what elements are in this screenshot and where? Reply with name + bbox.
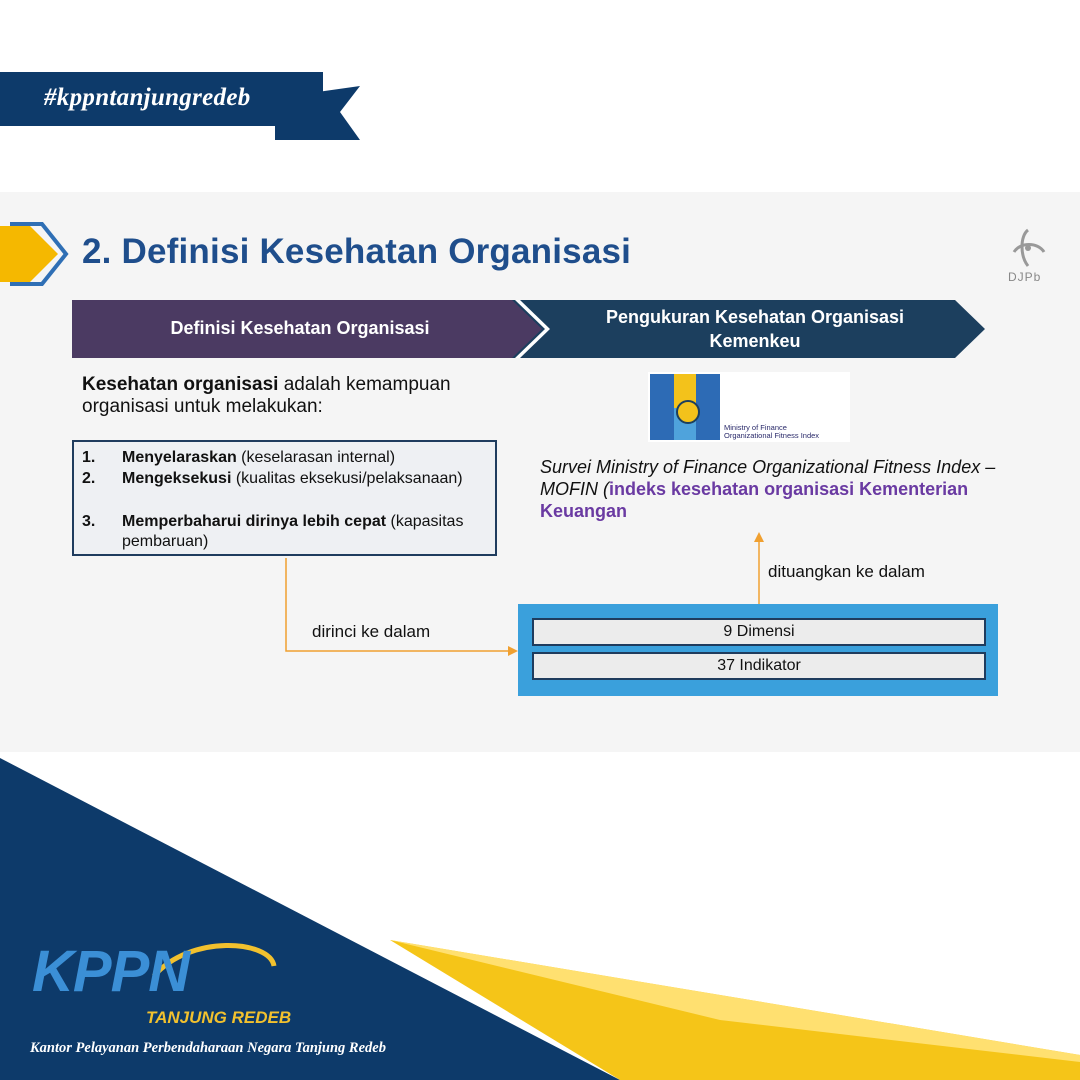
- list-bold: Mengeksekusi: [122, 470, 232, 487]
- survey-highlight: indeks kesehatan organisasi Kementerian Keuangan: [540, 479, 969, 521]
- intro-rest: adalah kemampuan organisasi untuk melakukan:: [82, 374, 451, 417]
- list-rest: (kualitas eksekusi/pelaksanaan): [231, 470, 463, 487]
- footer-shapes: [0, 740, 1080, 1080]
- metric-indicators: 37 Indikator: [532, 652, 986, 680]
- hashtag-label: #kppntanjungredeb: [44, 84, 251, 111]
- measurement-header: Pengukuran Kesehatan Organisasi Kemenkeu: [605, 307, 905, 351]
- office-name: Kantor Pelayanan Perbendaharaan Negara Tanjung Redeb: [30, 1040, 386, 1056]
- survey-italic: Survei: [540, 457, 592, 477]
- definition-header: Definisi Kesehatan Organisasi: [170, 318, 430, 338]
- djpb-label: DJPb: [1008, 270, 1042, 284]
- metrics-box: [518, 604, 998, 696]
- mofin-caption-line: Ministry of Finance: [724, 423, 787, 432]
- list-bold: Memperbaharui dirinya lebih cepat: [122, 513, 387, 530]
- kppn-logo-subtitle: TANJUNG REDEB: [146, 1008, 292, 1027]
- list-rest: (keselarasan internal): [236, 449, 396, 466]
- mofin-caption-line: Organizational Fitness Index: [724, 431, 820, 440]
- metric-dimensions: 9 Dimensi: [532, 618, 986, 646]
- list-number: 1.: [82, 449, 96, 466]
- connector-label-down: dirinci ke dalam: [312, 622, 431, 641]
- survey-text: Ministry of Finance Organizational Fitness Index – MOFIN (: [540, 457, 996, 499]
- slide-title: 2. Definisi Kesehatan Organisasi: [82, 232, 632, 271]
- list-rest: (kapasitas pembaruan): [122, 513, 464, 550]
- kppn-logo: KPPN: [32, 939, 190, 1004]
- list-number: 2.: [82, 470, 96, 487]
- list-number: 3.: [82, 513, 96, 530]
- connector-label-up: dituangkan ke dalam: [768, 562, 925, 581]
- list-bold: Menyelaraskan: [122, 449, 237, 466]
- intro-term: Kesehatan organisasi: [82, 374, 279, 395]
